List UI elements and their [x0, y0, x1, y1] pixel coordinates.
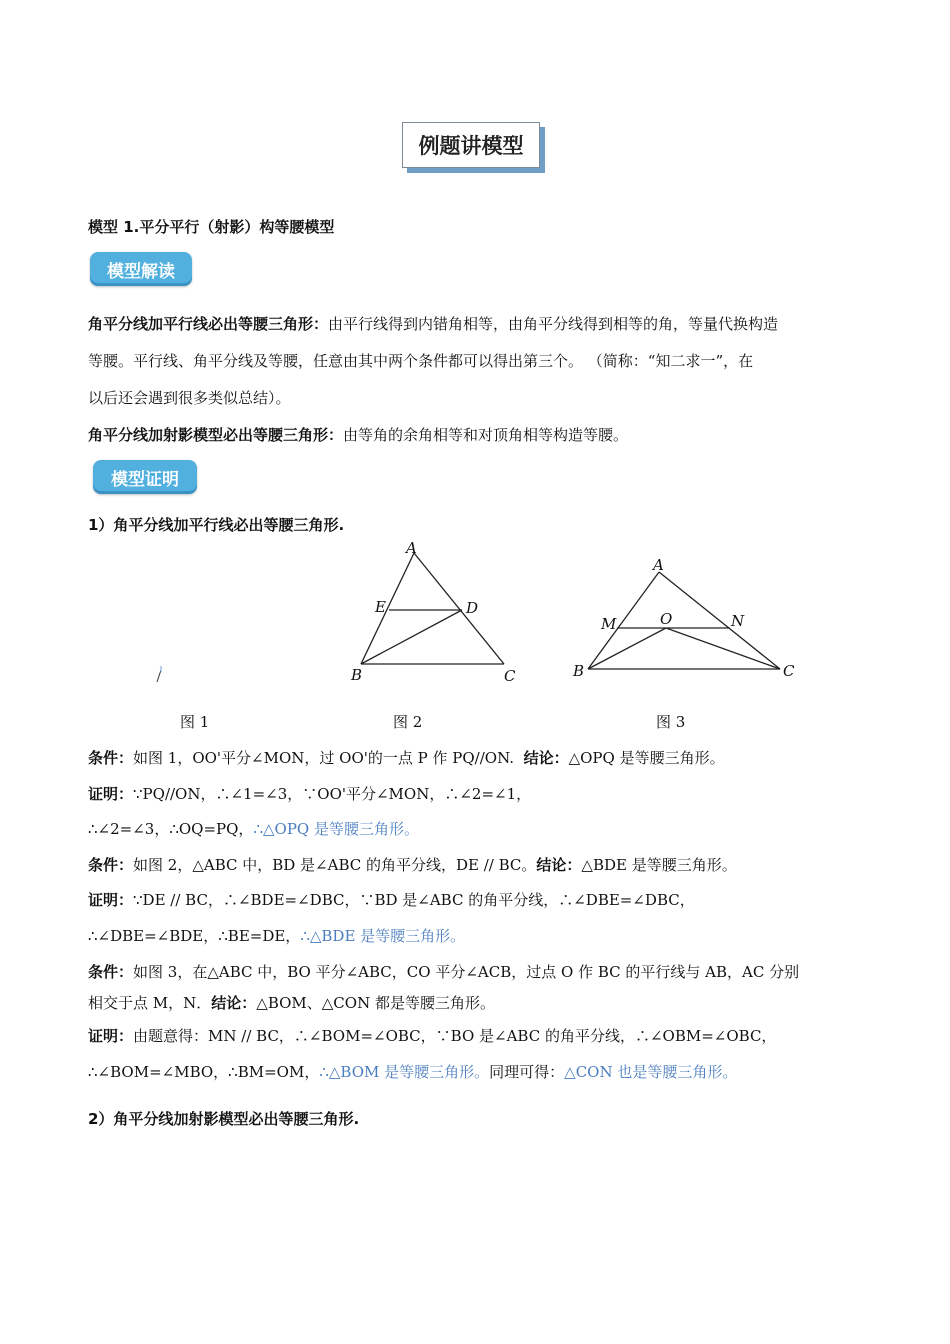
figure-1	[150, 660, 170, 686]
intro-bold-2: 角平分线加射影模型必出等腰三角形：	[88, 426, 344, 444]
conclusion-1-text: △OPQ 是等腰三角形。	[568, 749, 725, 767]
fig3-side-ab	[588, 572, 659, 669]
fig3-segment-bo	[588, 628, 666, 669]
figure-3-caption: 图 3	[656, 713, 686, 731]
model-proof-badge: 模型证明	[93, 460, 197, 494]
proof-3-result-2: △CON 也是等腰三角形。	[564, 1063, 738, 1081]
condition-3-text-2: 相交于点 M，N．	[88, 994, 212, 1012]
intro-text-2: 由等角的余角相等和对顶角相等构造等腰。	[343, 426, 629, 444]
proof-3-line-1	[88, 1026, 776, 1046]
proof-1-label: 证明：	[88, 785, 134, 803]
condition-1-text: 如图 1，OO'平分∠MON，过 OO'的一点 P 作 PQ//ON.	[133, 749, 515, 767]
fig2-side-ac	[414, 553, 504, 664]
section-2-heading: 2）角平分线加射影模型必出等腰三角形.	[88, 1110, 360, 1128]
page-title: 例题讲模型	[402, 122, 540, 168]
intro-line-2: 等腰。平行线、角平分线及等腰，任意由其中两个条件都可以得出第三个。 （简称：“知二求一”，在	[88, 352, 754, 370]
fig2-side-ab	[361, 553, 414, 664]
proof-2-result: ∴△BDE 是等腰三角形。	[300, 927, 466, 945]
proof-1-result: ∴△OPQ 是等腰三角形。	[253, 820, 419, 838]
conclusion-3-label: 结论：	[211, 994, 257, 1012]
proof-1-text-2: ∴∠2=∠3，∴OQ=PQ，	[88, 820, 254, 838]
fig3-segment-oc	[666, 628, 780, 669]
proof-3-text-1: 由题意得：MN // BC，∴∠BOM=∠OBC，∵BO 是∠ABC 的角平分线，∴∠OBM=∠OBC，	[133, 1027, 777, 1045]
fig3-side-ac	[659, 572, 780, 669]
fig3-label-c: C	[783, 662, 795, 680]
fig2-segment-bd	[361, 610, 462, 664]
proof-3-text-2: ∴∠BOM=∠MBO，∴BM=OM，	[88, 1063, 320, 1081]
section-1-heading: 1）角平分线加平行线必出等腰三角形.	[88, 516, 345, 534]
model-interpret-badge: 模型解读	[90, 252, 192, 286]
fig3-label-a: A	[653, 556, 664, 574]
proof-2-text-2: ∴∠DBE=∠BDE，∴BE=DE，	[88, 927, 301, 945]
fig1-stroke	[157, 670, 161, 682]
fig3-label-n: N	[731, 612, 745, 630]
conclusion-1-label: 结论：	[523, 749, 569, 767]
proof-3-line-2	[88, 1062, 737, 1082]
figure-1-caption: 图 1	[180, 713, 210, 731]
intro-text-1: 由平行线得到内错角相等，由角平分线得到相等的角，等量代换构造	[328, 315, 779, 333]
conclusion-2-label: 结论：	[536, 856, 582, 874]
proof-1-line-2	[88, 819, 419, 839]
proof-3-label: 证明：	[88, 1027, 134, 1045]
figure-2-caption: 图 2	[393, 713, 423, 731]
proof-1-line-1	[88, 784, 531, 804]
condition-3-text-1: 如图 3，在△ABC 中，BO 平分∠ABC，CO 平分∠ACB，过点 O 作 BC 的平行线与 AB，AC 分别	[133, 963, 800, 981]
condition-2-text: 如图 2，△ABC 中，BD 是∠ABC 的角平分线，DE // BC。	[133, 856, 537, 874]
proof-3-result-1: ∴△BOM 是等腰三角形。	[319, 1063, 490, 1081]
condition-2	[88, 855, 737, 875]
conclusion-2-text: △BDE 是等腰三角形。	[581, 856, 737, 874]
proof-1-text-1: ∵PQ//ON，∴∠1=∠3，∵OO'平分∠MON，∴∠2=∠1，	[133, 785, 532, 803]
intro-line-3: 以后还会遇到很多类似总结）。	[88, 389, 291, 407]
intro-bold-1: 角平分线加平行线必出等腰三角形：	[88, 315, 329, 333]
proof-2-label: 证明：	[88, 891, 134, 909]
condition-1	[88, 748, 725, 768]
figure-2	[340, 535, 530, 690]
condition-3-label: 条件：	[88, 963, 134, 981]
proof-2-line-1	[88, 890, 695, 910]
condition-3-line-1	[88, 962, 799, 982]
condition-2-label: 条件：	[88, 856, 134, 874]
figure-3	[565, 550, 805, 685]
fig3-label-m: M	[601, 615, 617, 633]
fig2-label-b: B	[351, 666, 363, 684]
fig2-label-d: D	[466, 599, 479, 617]
proof-3-similarly: 同理可得：	[489, 1063, 565, 1081]
fig2-label-c: C	[504, 667, 516, 685]
fig2-label-e: E	[375, 598, 386, 616]
conclusion-3-text: △BOM、△CON 都是等腰三角形。	[256, 994, 495, 1012]
model-heading: 模型 1.平分平行（射影）构等腰模型	[88, 218, 335, 236]
fig3-label-o: O	[660, 610, 673, 628]
condition-1-label: 条件：	[88, 749, 134, 767]
proof-2-text-1: ∵DE // BC，∴∠BDE=∠DBC，∵BD 是∠ABC 的角平分线，∴∠DBE=∠DBC，	[133, 891, 695, 909]
condition-3-line-2	[88, 993, 495, 1013]
fig3-label-b: B	[573, 662, 585, 680]
intro-line-4	[88, 425, 628, 445]
intro-line-1	[88, 314, 778, 334]
proof-2-line-2	[88, 926, 465, 946]
fig2-label-a: A	[406, 539, 417, 557]
